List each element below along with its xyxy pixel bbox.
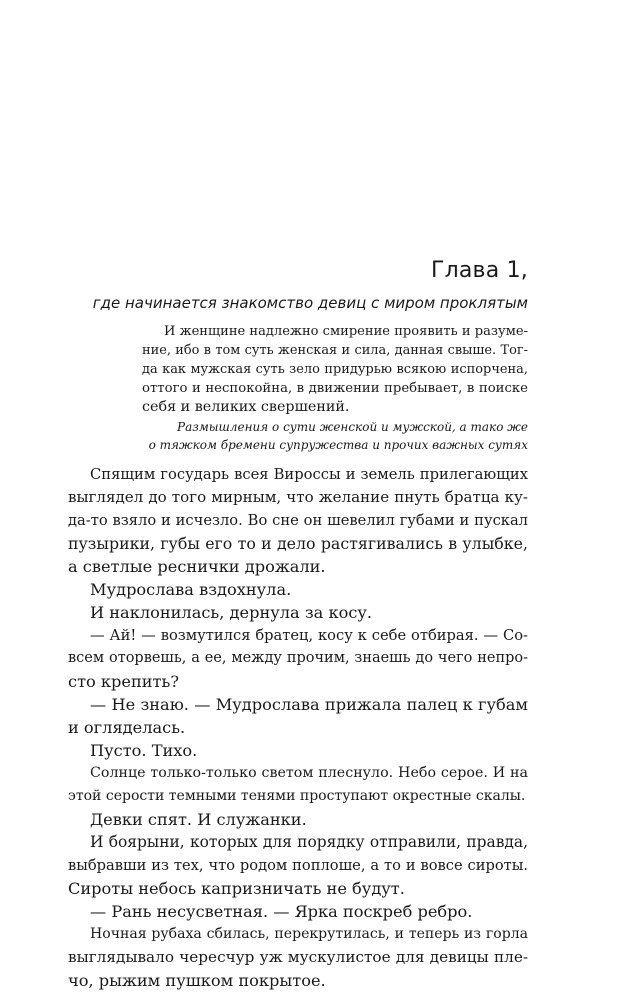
body-line: — Ай! — возмутился братец, косу к себе отбирая. — Со-: [90, 627, 528, 644]
body-line: а светлые реснички дрожали.: [68, 557, 326, 576]
body-line: сто крепить?: [68, 672, 179, 691]
body-line: Ночная рубаха сбилась, перекрутилась, и теперь из горла: [90, 926, 528, 942]
epigraph-line: оттого и неспокойна, в движении пребывает, в поиске: [142, 381, 528, 396]
body-line: — Не знаю. — Мудрослава прижала палец к губам: [90, 695, 528, 714]
body-line: пузырики, губы его то и дело растягивались в улыбке,: [68, 534, 528, 553]
body-line: И наклонилась, дернула за косу.: [90, 603, 373, 622]
chapter-subtitle: где начинается знакомство девиц с миром проклятым: [92, 294, 528, 312]
body-line: выглядывало чересчур уж мускулистое для девицы пле-: [68, 948, 528, 966]
epigraph: [142, 322, 528, 417]
body-line: и огляделась.: [68, 718, 186, 737]
chapter-title: Глава 1,: [431, 258, 528, 283]
body-line: да-то взяло и исчезло. Во сне он шевелил губами и пускал: [68, 512, 528, 529]
body-line: И боярыни, которых для порядку отправили, правда,: [90, 833, 528, 851]
body-line: — Рань несусветная. — Ярка поскреб ребро.: [90, 902, 473, 921]
body-line: Девки спят. И служанки.: [90, 810, 307, 829]
body-line: чо, рыжим пушком покрытое.: [68, 971, 326, 990]
body-line: Спящим государь всея Вироссы и земель прилегающих: [90, 466, 528, 483]
body-line: Мудрослава вздохнула.: [90, 580, 292, 599]
body-line: выбравши из тех, что родом поплоше, а то и вовсе сироты.: [68, 857, 528, 874]
epigraph-source-line: Размышления о сути женской и мужской, а тако же: [177, 420, 528, 434]
epigraph-line: ние, ибо в том суть женская и сила, данная свыше. Тог-: [142, 343, 528, 358]
body-line: всем оторвешь, а ее, между прочим, знаешь до чего непро-: [68, 650, 528, 666]
body-line: выглядел до того мирным, что желание пнуть братца ку-: [68, 488, 528, 506]
epigraph-line: да как мужская суть зело придурью всякою испорчена,: [142, 362, 528, 377]
body-line: этой серости темными тенями проступают окрестные скалы.: [68, 788, 526, 804]
body-line: Пусто. Тихо.: [90, 741, 198, 760]
epigraph-source-line: о тяжком бремени супружества и прочих важных сутях: [148, 438, 528, 452]
body-line: Сироты небось капризничать не будут.: [68, 879, 405, 898]
body-line: Солнце только-только светом плеснуло. Небо серое. И на: [90, 765, 528, 781]
epigraph-line: себя и великих свершений.: [142, 399, 350, 415]
epigraph-line: И женщине надлежно смирение проявить и разуме-: [164, 324, 528, 339]
epigraph-source: [142, 418, 528, 454]
body-text: [68, 463, 528, 992]
